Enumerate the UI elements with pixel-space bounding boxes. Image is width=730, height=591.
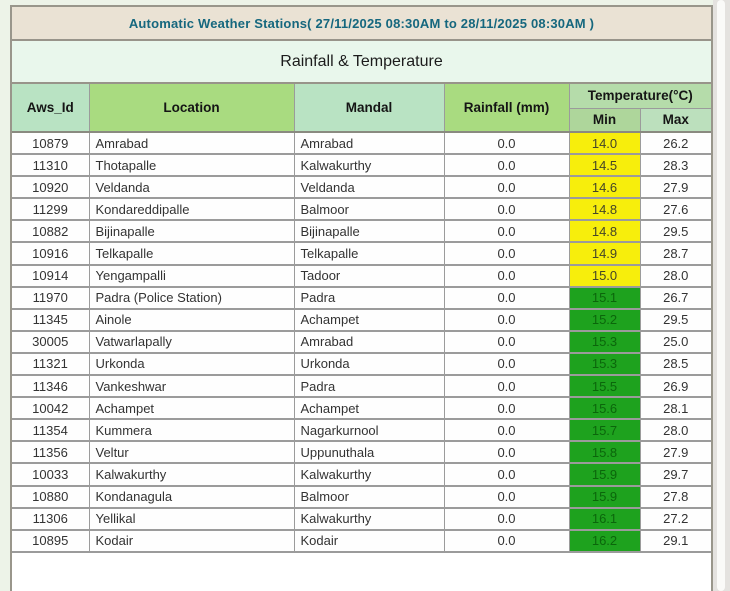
aws-id-cell: 11321 <box>12 353 89 375</box>
rainfall-cell: 0.0 <box>444 441 569 463</box>
rainfall-cell: 0.0 <box>444 375 569 397</box>
table-row <box>12 375 711 397</box>
mandal-cell: Tadoor <box>294 265 444 287</box>
min-temp-cell: 14.5 <box>569 154 640 176</box>
max-temp-cell: 27.6 <box>640 198 711 220</box>
rainfall-cell: 0.0 <box>444 287 569 309</box>
min-temp-cell: 15.2 <box>569 309 640 331</box>
rainfall-cell: 0.0 <box>444 265 569 287</box>
table-row <box>12 397 711 419</box>
location-cell: Achampet <box>89 397 294 419</box>
aws-id-cell: 10042 <box>12 397 89 419</box>
aws-id-cell: 11346 <box>12 375 89 397</box>
max-temp-cell: 27.2 <box>640 508 711 530</box>
report-subtitle: Rainfall & Temperature <box>280 52 443 70</box>
aws-id-cell: 30005 <box>12 331 89 353</box>
mandal-cell: Nagarkurnool <box>294 419 444 441</box>
rainfall-cell: 0.0 <box>444 530 569 552</box>
min-temp-cell: 15.7 <box>569 419 640 441</box>
scrollbar-track[interactable] <box>713 0 730 591</box>
min-temp-cell: 16.2 <box>569 530 640 552</box>
aws-id-cell: 11345 <box>12 309 89 331</box>
weather-table <box>12 84 711 553</box>
rainfall-cell: 0.0 <box>444 132 569 154</box>
aws-id-cell: 11354 <box>12 419 89 441</box>
location-cell: Veldanda <box>89 176 294 198</box>
col-header-max-temp: Max <box>640 108 711 132</box>
table-row <box>12 530 711 552</box>
col-header-rainfall: Rainfall (mm) <box>444 84 569 132</box>
rainfall-cell: 0.0 <box>444 463 569 485</box>
mandal-cell: Padra <box>294 375 444 397</box>
rainfall-cell: 0.0 <box>444 242 569 264</box>
location-cell: Yengampalli <box>89 265 294 287</box>
table-row <box>12 463 711 485</box>
rainfall-cell: 0.0 <box>444 198 569 220</box>
scrollbar-thumb[interactable] <box>717 0 725 591</box>
min-temp-cell: 14.8 <box>569 198 640 220</box>
mandal-cell: Balmoor <box>294 486 444 508</box>
aws-id-cell: 10879 <box>12 132 89 154</box>
table-row <box>12 265 711 287</box>
max-temp-cell: 29.7 <box>640 463 711 485</box>
location-cell: Bijinapalle <box>89 220 294 242</box>
location-cell: Kodair <box>89 530 294 552</box>
min-temp-cell: 15.0 <box>569 265 640 287</box>
col-header-min-temp: Min <box>569 108 640 132</box>
min-temp-cell: 15.9 <box>569 486 640 508</box>
location-cell: Ainole <box>89 309 294 331</box>
rainfall-cell: 0.0 <box>444 309 569 331</box>
table-row <box>12 220 711 242</box>
location-cell: Amrabad <box>89 132 294 154</box>
mandal-cell: Achampet <box>294 397 444 419</box>
mandal-cell: Amrabad <box>294 331 444 353</box>
max-temp-cell: 27.9 <box>640 176 711 198</box>
aws-id-cell: 11299 <box>12 198 89 220</box>
mandal-cell: Kalwakurthy <box>294 154 444 176</box>
min-temp-cell: 14.9 <box>569 242 640 264</box>
aws-id-cell: 10882 <box>12 220 89 242</box>
max-temp-cell: 26.9 <box>640 375 711 397</box>
table-row <box>12 132 711 154</box>
max-temp-cell: 27.9 <box>640 441 711 463</box>
aws-id-cell: 11356 <box>12 441 89 463</box>
table-row <box>12 508 711 530</box>
aws-id-cell: 10880 <box>12 486 89 508</box>
mandal-cell: Padra <box>294 287 444 309</box>
aws-id-cell: 11310 <box>12 154 89 176</box>
aws-id-cell: 11306 <box>12 508 89 530</box>
max-temp-cell: 25.0 <box>640 331 711 353</box>
mandal-cell: Bijinapalle <box>294 220 444 242</box>
max-temp-cell: 29.5 <box>640 220 711 242</box>
mandal-cell: Achampet <box>294 309 444 331</box>
mandal-cell: Kalwakurthy <box>294 508 444 530</box>
max-temp-cell: 28.5 <box>640 353 711 375</box>
rainfall-cell: 0.0 <box>444 419 569 441</box>
max-temp-cell: 28.3 <box>640 154 711 176</box>
location-cell: Kondanagula <box>89 486 294 508</box>
mandal-cell: Kodair <box>294 530 444 552</box>
location-cell: Yellikal <box>89 508 294 530</box>
aws-id-cell: 10920 <box>12 176 89 198</box>
min-temp-cell: 15.9 <box>569 463 640 485</box>
table-row <box>12 242 711 264</box>
min-temp-cell: 15.5 <box>569 375 640 397</box>
table-row <box>12 441 711 463</box>
location-cell: Telkapalle <box>89 242 294 264</box>
max-temp-cell: 26.2 <box>640 132 711 154</box>
aws-id-cell: 10033 <box>12 463 89 485</box>
max-temp-cell: 28.0 <box>640 419 711 441</box>
max-temp-cell: 28.0 <box>640 265 711 287</box>
table-header <box>12 84 711 132</box>
location-cell: Vatwarlapally <box>89 331 294 353</box>
location-cell: Veltur <box>89 441 294 463</box>
table-row <box>12 419 711 441</box>
min-temp-cell: 14.0 <box>569 132 640 154</box>
location-cell: Thotapalle <box>89 154 294 176</box>
max-temp-cell: 29.5 <box>640 309 711 331</box>
aws-id-cell: 10895 <box>12 530 89 552</box>
rainfall-cell: 0.0 <box>444 508 569 530</box>
table-row <box>12 176 711 198</box>
aws-id-cell: 11970 <box>12 287 89 309</box>
table-row <box>12 154 711 176</box>
mandal-cell: Veldanda <box>294 176 444 198</box>
mandal-cell: Uppunuthala <box>294 441 444 463</box>
table-row <box>12 198 711 220</box>
max-temp-cell: 28.1 <box>640 397 711 419</box>
location-cell: Padra (Police Station) <box>89 287 294 309</box>
location-cell: Kalwakurthy <box>89 463 294 485</box>
rainfall-cell: 0.0 <box>444 397 569 419</box>
location-cell: Urkonda <box>89 353 294 375</box>
min-temp-cell: 15.6 <box>569 397 640 419</box>
report-title: Automatic Weather Stations( 27/11/2025 08:30AM to 28/11/2025 08:30AM ) <box>128 15 595 31</box>
report-subtitle-bar <box>12 41 711 84</box>
min-temp-cell: 15.1 <box>569 287 640 309</box>
mandal-cell: Balmoor <box>294 198 444 220</box>
report-title-bar <box>12 7 711 41</box>
location-cell: Kondareddipalle <box>89 198 294 220</box>
rainfall-cell: 0.0 <box>444 176 569 198</box>
col-header-mandal: Mandal <box>294 84 444 132</box>
mandal-cell: Kalwakurthy <box>294 463 444 485</box>
table-row <box>12 331 711 353</box>
aws-id-cell: 10916 <box>12 242 89 264</box>
location-cell: Vankeshwar <box>89 375 294 397</box>
mandal-cell: Amrabad <box>294 132 444 154</box>
col-header-location: Location <box>89 84 294 132</box>
min-temp-cell: 15.3 <box>569 353 640 375</box>
location-cell: Kummera <box>89 419 294 441</box>
mandal-cell: Telkapalle <box>294 242 444 264</box>
table-body <box>12 132 711 552</box>
table-row <box>12 353 711 375</box>
min-temp-cell: 14.8 <box>569 220 640 242</box>
min-temp-cell: 15.8 <box>569 441 640 463</box>
max-temp-cell: 27.8 <box>640 486 711 508</box>
rainfall-cell: 0.0 <box>444 154 569 176</box>
rainfall-cell: 0.0 <box>444 220 569 242</box>
table-row <box>12 287 711 309</box>
header-row-top <box>12 84 711 108</box>
min-temp-cell: 16.1 <box>569 508 640 530</box>
col-header-temperature-group: Temperature(°C) <box>569 84 711 108</box>
max-temp-cell: 26.7 <box>640 287 711 309</box>
rainfall-cell: 0.0 <box>444 353 569 375</box>
rainfall-cell: 0.0 <box>444 486 569 508</box>
table-row <box>12 486 711 508</box>
max-temp-cell: 28.7 <box>640 242 711 264</box>
max-temp-cell: 29.1 <box>640 530 711 552</box>
col-header-aws-id: Aws_Id <box>12 84 89 132</box>
rainfall-cell: 0.0 <box>444 331 569 353</box>
min-temp-cell: 15.3 <box>569 331 640 353</box>
mandal-cell: Urkonda <box>294 353 444 375</box>
aws-id-cell: 10914 <box>12 265 89 287</box>
table-row <box>12 309 711 331</box>
min-temp-cell: 14.6 <box>569 176 640 198</box>
weather-report-panel <box>10 5 713 591</box>
